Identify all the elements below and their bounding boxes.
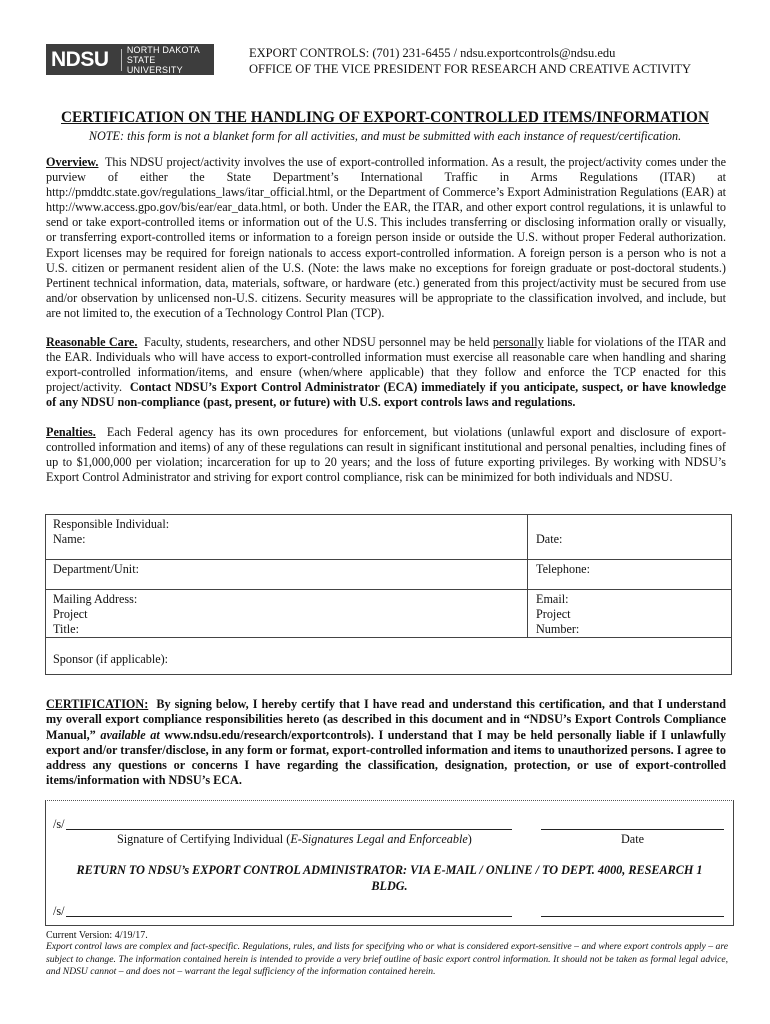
reasonable-care-contact: Contact NDSU’s Export Control Administrator (ECA) immediately if you anticipate, suspect, or have knowledge of any NDSU non-compliance (past, present, or future) with U.S. export controls laws and regulations. bbox=[46, 380, 726, 410]
date-sign-label: Date bbox=[621, 832, 645, 846]
reasonable-care-text-a: Faculty, students, researchers, and other NDSU personnel may be held bbox=[143, 335, 490, 349]
name-field[interactable] bbox=[53, 517, 169, 547]
certification-section bbox=[46, 697, 726, 789]
disclaimer-text: Export control laws are complex and fact-specific. Regulations, rules, and lists for specifying who or what is considered export-sensitive – and where export controls apply – are subject to change. The information contained herein is intended to provide a very brief outline of basic export control information. It should not be taken as formal legal advice, and NDSU cannot – and does not – warrant the legal sufficiency of the information contained herein. bbox=[46, 941, 728, 978]
date-field[interactable] bbox=[536, 532, 562, 547]
form-note: NOTE: this form is not a blanket form for all activities, and must be submitted with each instance of request/certification. bbox=[88, 129, 682, 143]
project-number-label-2: Number: bbox=[536, 622, 580, 636]
date-label: Date: bbox=[536, 532, 563, 546]
department-field[interactable] bbox=[53, 562, 139, 577]
reasonable-care-text-b: liable for violations of the ITAR and the EAR. Individuals who will have access to export-controlled information must exercise all reasonable care when handling and sharing export-controlled information/items, and ensure (when/where applicable) that they follow and enforce the TCP enacted for this project/activity. bbox=[46, 335, 727, 395]
overview-heading: Overview. bbox=[46, 155, 99, 169]
email-label: Email: bbox=[536, 592, 569, 606]
department-label: Department/Unit: bbox=[53, 562, 139, 576]
certification-heading: CERTIFICATION: bbox=[46, 697, 149, 711]
document-title: CERTIFICATION ON THE HANDLING OF EXPORT-CONTROLLED ITEMS/INFORMATION bbox=[61, 109, 709, 126]
reasonable-care-heading: Reasonable Care. bbox=[46, 335, 138, 349]
sponsor-field[interactable] bbox=[53, 652, 168, 667]
version-label: Current Version: 4/19/17. bbox=[46, 930, 148, 941]
office-line: OFFICE OF THE VICE PRESIDENT FOR RESEARCH AND CREATIVE ACTIVITY bbox=[249, 62, 692, 76]
penalties-section bbox=[46, 425, 726, 485]
reasonable-care-personally: personally bbox=[492, 335, 544, 349]
signature-prefix-2: /s/ bbox=[53, 904, 65, 918]
logo-name-line1: NORTH DAKOTA bbox=[126, 44, 200, 55]
name-label: Name: bbox=[53, 532, 86, 546]
office-header bbox=[249, 45, 691, 77]
overview-text: This NDSU project/activity involves the use of export-controlled information. As a result, the project/activity comes under the purview of either the State Department’s International Traffic in Arms Regulations (ITAR) at http://pmddtc.state.gov/regulations_laws/itar_official.html, or the Department of Commerce’s Export Administration Regulations (EAR) at http://www.access.gpo.gov/bis/ear/ear_data.html, or both. Under the EAR, the ITAR, and other export control regulations, it is unlawful to send or take export-controlled items or information out of the U.S. This includes transferring or disclosing information orally or visually, or transferring export-controlled items or information to a foreign person inside or outside the U.S. without proper Federal authorization. Export licenses may be required for foreign nationals to access export-controlled information. A foreign person is a person who is not a U.S. citizen or permanent resident alien of the U.S. (Note: the laws make no exceptions for foreign graduate or post-doctoral students.) Pertinent technical information, data, materials, software, or hardware (etc.) generated from this project/activity must be secured from use and/or observation by unlicensed non-U.S. citizens. Security measures will be appropriate to the classification involved, and include, but are not limited to, the execution of a Technology Control Plan (TCP). bbox=[46, 155, 727, 320]
certification-text-a: By signing below, I hereby certify that I have read and understand this certification, and that I understand my overall export compliance responsibilities hereto (as described in this document and in “NDSU’s Export Controls Compliance Manual,” bbox=[46, 697, 726, 742]
signature-line[interactable] bbox=[66, 829, 512, 830]
signature-label: Signature of Certifying Individual (E-Signatures Legal and Enforceable) bbox=[117, 832, 472, 846]
date-line[interactable] bbox=[541, 829, 724, 830]
eca-date-line[interactable] bbox=[541, 916, 724, 917]
overview-section bbox=[46, 155, 726, 321]
logo-divider bbox=[121, 49, 122, 71]
responsible-individual-label: Responsible Individual: bbox=[53, 517, 170, 531]
telephone-field[interactable] bbox=[536, 562, 590, 577]
logo-name bbox=[127, 45, 214, 75]
form-column-divider bbox=[527, 515, 528, 637]
ndsu-logo bbox=[46, 44, 214, 75]
logo-name-line2: STATE UNIVERSITY bbox=[126, 54, 183, 75]
mailing-address-label: Mailing Address: bbox=[53, 592, 138, 606]
return-line-2: BLDG. bbox=[371, 879, 408, 893]
logo-mark: NDSU bbox=[51, 47, 109, 71]
email-number-field[interactable] bbox=[536, 592, 579, 637]
signature-prefix-1: /s/ bbox=[53, 817, 65, 831]
penalties-text: Each Federal agency has its own procedures for enforcement, but violations (unlawful export and disclosure of export-controlled information and items) of any of these regulations can result in significant institutional and personal penalties, including fines of up to $1,000,000 per violation; incarceration for up to 20 years; and the loss of future exporting privileges. By working with NDSU’s Export Control Administrator and striving for export control compliance, risk can be minimized for both individuals and NDSU. bbox=[46, 425, 726, 485]
reasonable-care-section bbox=[46, 335, 726, 410]
certification-available-at: available at bbox=[100, 727, 160, 742]
contact-line: EXPORT CONTROLS: (701) 231-6455 / ndsu.exportcontrols@ndsu.edu bbox=[249, 46, 616, 60]
address-title-field[interactable] bbox=[53, 592, 137, 637]
eca-signature-line[interactable] bbox=[66, 916, 512, 917]
signature-box bbox=[45, 800, 734, 926]
sponsor-label: Sponsor (if applicable): bbox=[53, 652, 169, 666]
project-title-label-1: Project bbox=[53, 607, 88, 621]
penalties-heading: Penalties. bbox=[46, 425, 96, 439]
telephone-label: Telephone: bbox=[536, 562, 590, 576]
project-info-form bbox=[45, 514, 732, 675]
project-number-label-1: Project bbox=[536, 607, 571, 621]
return-instructions bbox=[46, 862, 733, 894]
project-title-label-2: Title: bbox=[53, 622, 79, 636]
return-line-1: RETURN TO NDSU’s EXPORT CONTROL ADMINISTRATOR: VIA E-MAIL / ONLINE / TO DEPT. 4000, RESEARCH 1 bbox=[76, 863, 703, 877]
certification-text-b: www.ndsu.edu/research/exportcontrols). I understand that I may be held personally liable if I unlawfully export and/or transfer/disclose, in any form or format, export-controlled information and items to unauthorized persons. I agree to address any questions or concerns I have regarding the classification, designation, protection, or use of export-controlled items/information with NDSU’s ECA. bbox=[46, 727, 727, 788]
